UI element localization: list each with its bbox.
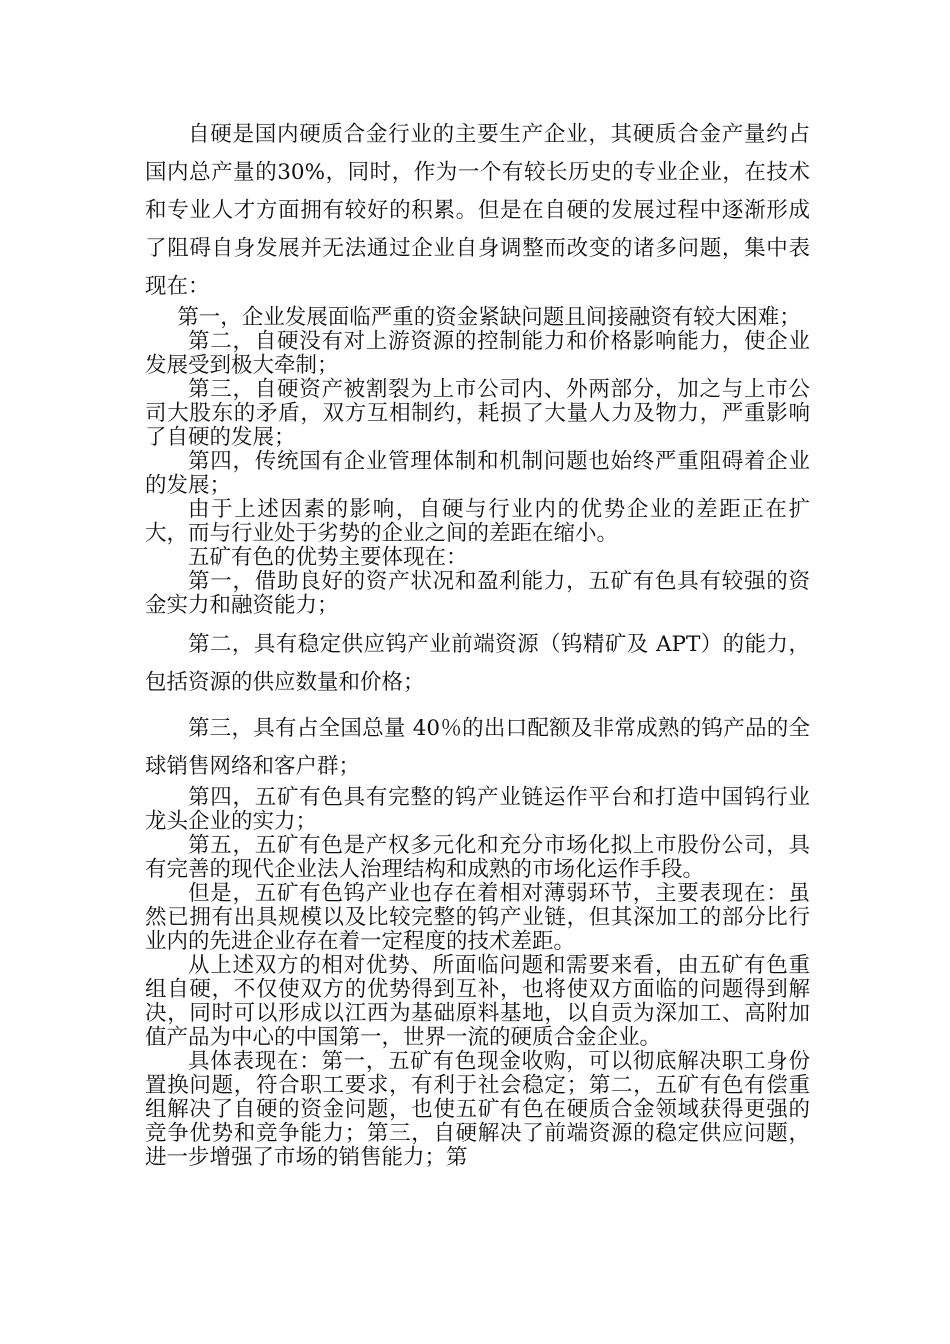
paragraph-advantage-2: 第二，具有稳定供应钨产业前端资源（钨精矿及 APT）的能力，包括资源的供应数量和价格； [145, 632, 810, 695]
paragraph-reorganization: 从上述双方的相对优势、所面临问题和需要来看，由五矿有色重组自硬，不仅使双方的优势得到互补，也将使双方面临的问题得到解决，同时可以形成以江西为基础原料基地，以自贡为深加工、高附加值产品为中心的中国第一，世界一流的硬质合金企业。 [145, 953, 810, 1050]
paragraph-problem-4: 第四，传统国有企业管理体制和机制问题也始终严重阻碍着企业的发展； [145, 449, 810, 498]
paragraph-advantage-4: 第四，五矿有色具有完整的钨产业链运作平台和打造中国钨行业龙头企业的实力； [145, 785, 810, 834]
paragraph-advantage-5: 第五，五矿有色是产权多元化和充分市场化拟上市股份公司，具有完善的现代企业法人治理结构和成熟的市场化运作手段。 [145, 833, 810, 882]
paragraph-specifics: 具体表现在：第一，五矿有色现金收购，可以彻底解决职工身份置换问题，符合职工要求，有利于社会稳定；第二，五矿有色有偿重组解决了自硬的资金问题，也使五矿有色在硬质合金领域获得更强的竞争优势和竞争能力；第三，自硬解决了前端资源的稳定供应问题，进一步增强了市场的销售能力；第 [145, 1049, 810, 1170]
paragraph-problem-2: 第二，自硬没有对上游资源的控制能力和价格影响能力，使企业发展受到极大牵制； [145, 329, 810, 378]
body-text [145, 116, 810, 1170]
paragraph-problem-3: 第三，自硬资产被割裂为上市公司内、外两部分，加之与上市公司大股东的矛盾，双方互相制约，耗损了大量人力及物力，严重影响了自硬的发展； [145, 377, 810, 450]
paragraph-advantage-3: 第三，具有占全国总量 40％的出口配额及非常成熟的钨产品的全球销售网络和客户群； [145, 716, 810, 779]
paragraph-summary: 由于上述因素的影响，自硬与行业内的优势企业的差距正在扩大，而与行业处于劣势的企业之间的差距在缩小。 [145, 497, 810, 546]
paragraph-advantages-heading: 五矿有色的优势主要体现在： [188, 545, 468, 570]
paragraph-weakness: 但是，五矿有色钨产业也存在着相对薄弱环节，主要表现在：虽然已拥有出具规模以及比较完整的钨产业链，但其深加工的部分比行业内的先进企业存在着一定程度的技术差距。 [145, 881, 810, 954]
paragraph-advantage-1: 第一，借助良好的资产状况和盈利能力，五矿有色具有较强的资金实力和融资能力； [145, 569, 810, 618]
paragraph-problem-1: 第一，企业发展面临严重的资金紧缺问题且间接融资有较大困难； [177, 305, 801, 330]
paragraph-intro: 自硬是国内硬质合金行业的主要生产企业，其硬质合金产量约占国内总产量的30%，同时，作为一个有较长历史的专业企业，在技术和专业人才方面拥有较好的积累。但是在自硬的发展过程中逐渐形成了阻碍自身发展并无法通过企业自身调整而改变的诸多问题，集中表现在： [145, 122, 810, 299]
